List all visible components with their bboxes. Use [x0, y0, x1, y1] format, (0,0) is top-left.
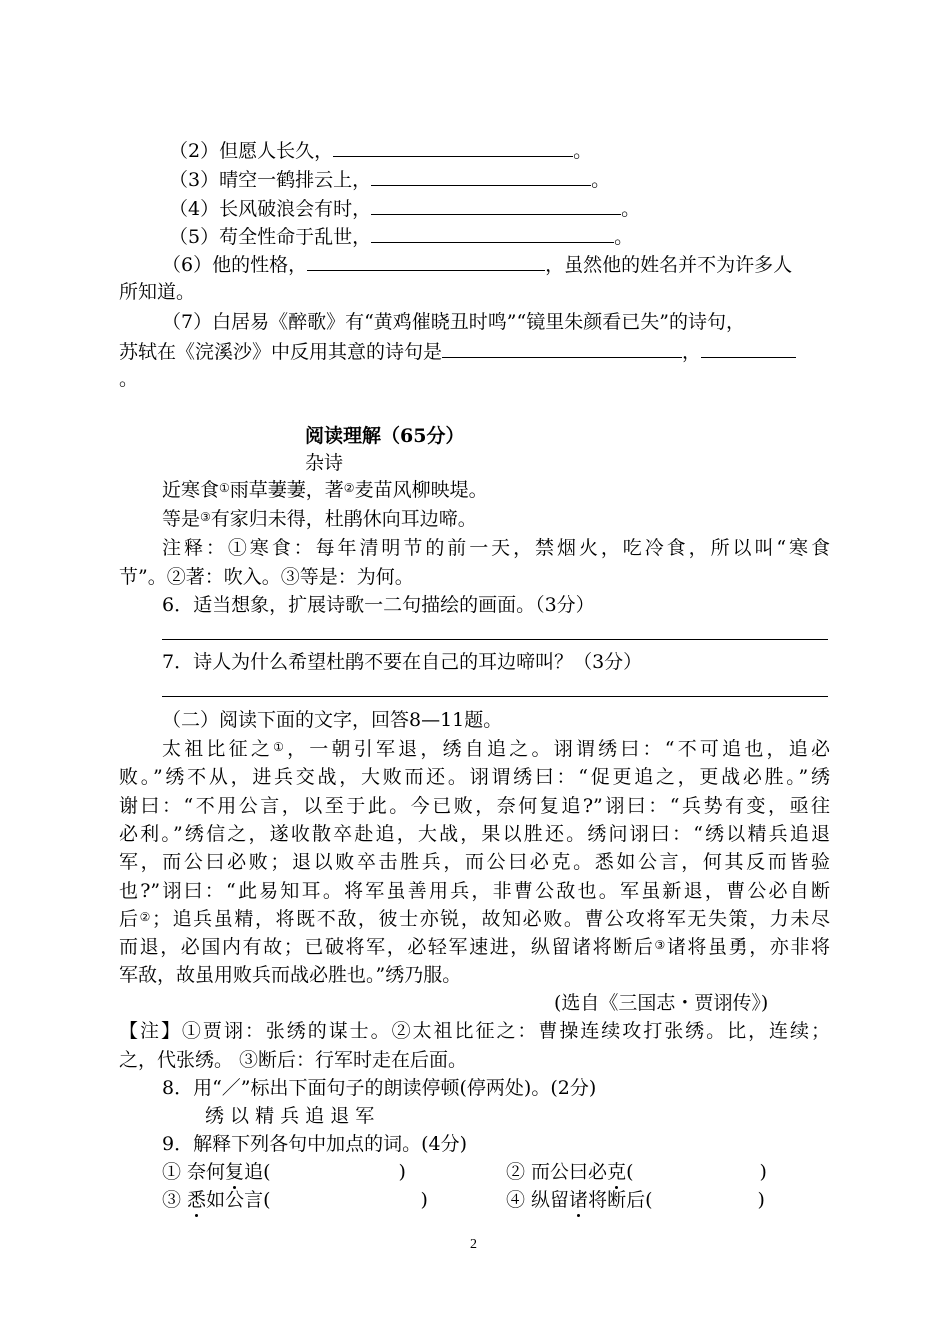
dotted-word: 克 — [607, 1161, 627, 1183]
answer-blank[interactable] — [371, 224, 614, 243]
poem-title: 杂诗 — [305, 452, 344, 474]
passage-line-1: 太祖比征之①，一朝引军退，绣自追之。诩谓绣曰：“不可追也，追必 — [162, 738, 830, 760]
dotted-word: 复 — [225, 1161, 245, 1183]
passage-line-7: 后②；追兵虽精，将既不敌，彼士亦锐，故知必败。曹公攻将军无失策，力未尽 — [119, 908, 830, 930]
question-9-item-3: ③ 悉如公言( ) — [162, 1189, 428, 1211]
fill-item-3: （3）晴空一鹤排云上， 。 — [169, 169, 611, 191]
section-heading: 阅读理解（65分） — [305, 425, 465, 447]
answer-line-6[interactable] — [162, 639, 828, 640]
answer-line-7[interactable] — [162, 696, 828, 697]
fill-item-4: （4）长风破浪会有时， 。 — [169, 198, 641, 220]
passage-line-5: 军，而公曰必败；退以败卒击胜兵，而公曰必克。悉如公言，何其反而皆验 — [119, 851, 830, 873]
passage-line-6: 也?”诩曰：“此易知耳。将军虽善用兵，非曹公敌也。军虽新退，曹公必自断 — [119, 880, 830, 902]
passage-line-4: 必利。”绣信之，遂收散卒赴追，大战，果以胜还。绣问诩曰：“绣以精兵追退 — [119, 823, 830, 845]
question-7: 7．诗人为什么希望杜鹃不要在自己的耳边啼叫？（3分） — [162, 651, 643, 673]
question-8-sentence[interactable]: 绣 以 精 兵 追 退 军 — [205, 1105, 375, 1127]
passage-note-1: 【注】①贾诩：张绣的谋士。②太祖比征之：曹操连续攻打张绣。比，连续； — [119, 1020, 830, 1042]
fill-item-2: （2）但愿人长久， 。 — [169, 140, 593, 162]
fill-item-7-line1: （7）白居易《醉歌》有“黄鸡催晓丑时鸣”“镜里朱颜看已失”的诗句， — [162, 311, 745, 333]
poem-note-1: 注释：①寒食：每年清明节的前一天，禁烟火，吃冷食，所以叫“寒食 — [162, 537, 830, 559]
passage-line-2: 败。”绣不从，进兵交战，大败而还。诩谓绣曰：“促更追之，更战必胜。”绣 — [119, 766, 830, 788]
poem-line-1: 近寒食①雨草萋萋，著②麦苗风柳映堤。 — [162, 479, 488, 501]
passage-line-9: 军敌，故虽用败兵而战必胜也。”绣乃服。 — [119, 964, 462, 986]
dotted-word: 诸 — [569, 1189, 589, 1211]
answer-blank[interactable] — [701, 339, 796, 358]
question-8: 8．用“／”标出下面句子的朗读停顿(停两处)。(2分) — [162, 1077, 597, 1099]
fill-item-6: （6）他的性格， ，虽然他的姓名并不为许多人 — [162, 254, 793, 276]
question-9: 9．解释下列各句中加点的词。(4分) — [162, 1133, 468, 1155]
poem-line-2: 等是③有家归未得，杜鹃休向耳边啼。 — [162, 508, 477, 530]
passage-intro: （二）阅读下面的文字，回答8—11题。 — [162, 709, 503, 731]
passage-line-3: 谢曰：“不用公言，以至于此。今已败，奈何复追?”诩曰：“兵势有变，亟往 — [119, 795, 830, 817]
fill-item-7-end: 。 — [119, 368, 139, 390]
fill-item-7-line2: 苏轼在《浣溪沙》中反用其意的诗句是 ， — [119, 339, 796, 364]
question-9-item-1: ① 奈何复追( ) — [162, 1161, 406, 1183]
answer-blank[interactable] — [333, 138, 573, 157]
fill-item-5: （5）苟全性命于乱世， 。 — [169, 226, 634, 248]
dotted-word: 悉 — [187, 1189, 207, 1211]
answer-blank[interactable] — [442, 339, 682, 358]
fill-item-6-cont: 所知道。 — [119, 281, 196, 303]
answer-blank[interactable] — [371, 196, 621, 215]
answer-blank[interactable] — [307, 252, 545, 271]
passage-note-2: 之，代张绣。 ③断后：行军时走在后面。 — [119, 1049, 468, 1071]
answer-blank[interactable] — [371, 167, 591, 186]
poem-note-2: 节”。②著：吹入。③等是：为何。 — [119, 566, 414, 588]
question-6: 6．适当想象，扩展诗歌一二句描绘的画面。（3分） — [162, 594, 595, 616]
passage-source: (选自《三国志・贾诩传》) — [554, 992, 769, 1014]
question-9-item-4: ④ 纵留诸将断后( ) — [506, 1189, 765, 1211]
question-9-item-2: ② 而公曰必克( ) — [506, 1161, 767, 1183]
page-number: 2 — [470, 1237, 477, 1252]
passage-line-8: 而退，必国内有故；已破将军，必轻军速进，纵留诸将断后③诸将虽勇，亦非将 — [119, 936, 830, 958]
